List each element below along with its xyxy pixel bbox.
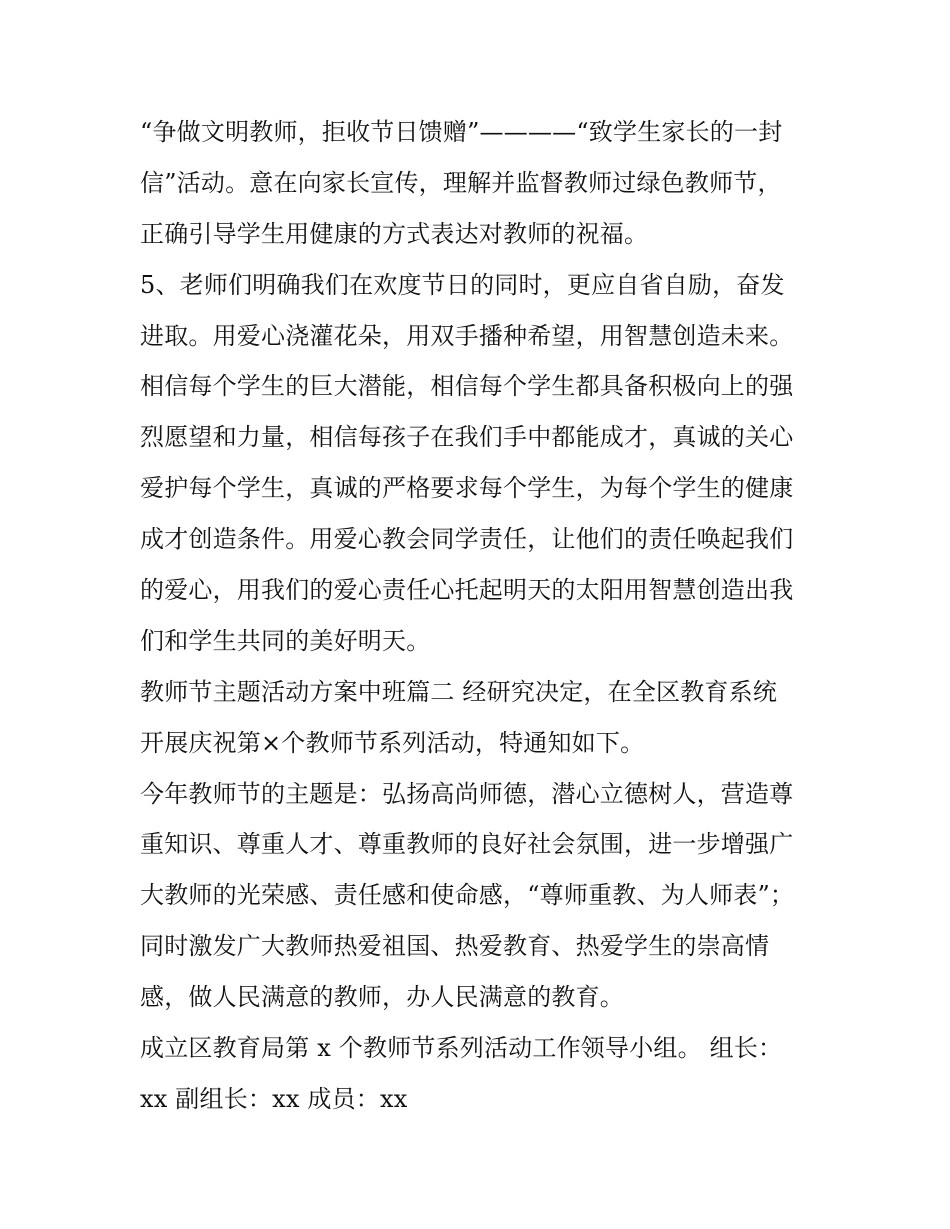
text-line: 进取。用爱心浇灌花朵，用双手播种希望，用智慧创造未来。 <box>140 321 794 350</box>
document-body <box>140 107 820 1125</box>
text-line: “争做文明教师，拒收节日馈赠”————“致学生家长的一封 <box>140 118 783 146</box>
text-line: 的爱心，用我们的爱心责任心托起明天的太阳用智慧创造出我 <box>140 576 794 605</box>
text-line: 成才创造条件。用爱心教会同学责任，让他们的责任唤起我们 <box>140 525 794 554</box>
text-line: 开展庆祝第×个教师节系列活动，特通知如下。 <box>140 728 645 757</box>
text-line: xx 副组长：xx 成员：xx <box>140 1084 408 1113</box>
text-line: 们和学生共同的美好明天。 <box>140 626 431 655</box>
text-line: 教师节主题活动方案中班篇二 经研究决定，在全区教育系统 <box>140 677 778 706</box>
text-line: 爱护每个学生，真诚的严格要求每个学生，为每个学生的健康 <box>140 474 794 503</box>
text-line: 正确引导学生用健康的方式表达对教师的祝福。 <box>140 219 649 248</box>
text-line: 信”活动。意在向家长宣传，理解并监督教师过绿色教师节， <box>140 168 782 197</box>
text-line: 5、老师们明确我们在欢度节日的同时，更应自省自励，奋发 <box>140 270 785 299</box>
text-line: 成立区教育局第 x 个教师节系列活动工作领导小组。 组长： <box>140 1034 783 1063</box>
text-line: 感，做人民满意的教师，办人民满意的教育。 <box>140 983 624 1012</box>
text-line: 今年教师节的主题是：弘扬高尚师德，潜心立德树人，营造尊 <box>140 779 794 808</box>
text-line: 烈愿望和力量，相信每孩子在我们手中都能成才，真诚的关心 <box>140 423 794 452</box>
text-line: 相信每个学生的巨大潜能，相信每个学生都具备积极向上的强 <box>140 372 794 401</box>
text-line: 同时激发广大教师热爱祖国、热爱教育、热爱学生的崇高情 <box>140 932 770 961</box>
text-line: 大教师的光荣感、责任感和使命感，“尊师重教、为人师表”； <box>140 881 795 910</box>
text-line: 重知识、尊重人才、尊重教师的良好社会氛围，进一步增强广 <box>140 830 794 859</box>
